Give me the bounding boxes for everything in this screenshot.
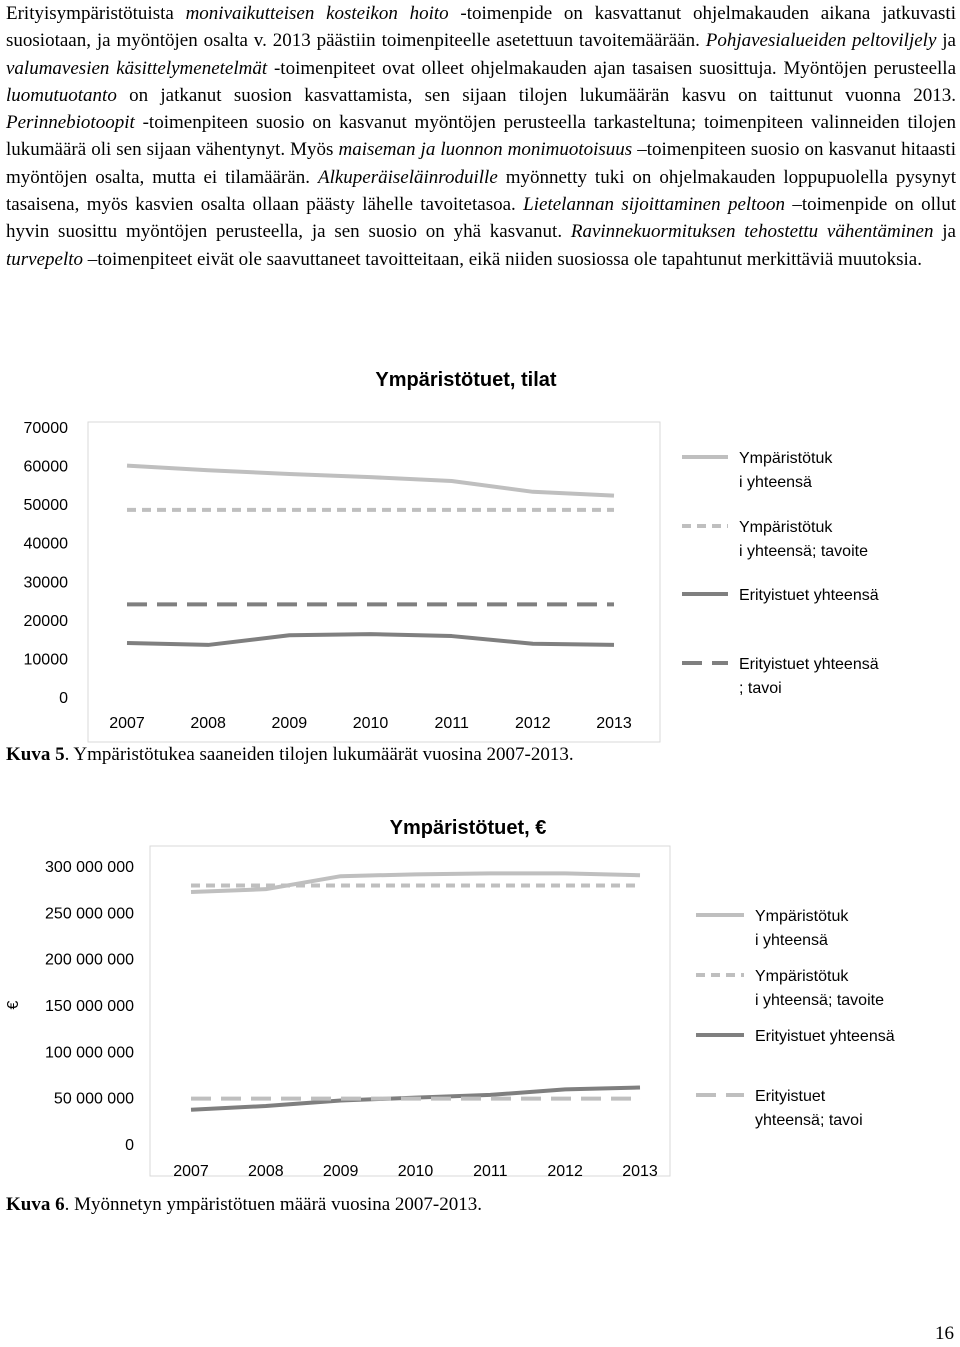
- legend-label: [739, 450, 833, 491]
- emphasized-term: valumavesien käsittelymenetelmät: [6, 57, 268, 79]
- y-tick-label: 70000: [23, 420, 68, 437]
- page-number: 16: [935, 1323, 954, 1344]
- legend-label-line: Erityistuet yhteensä: [755, 1028, 895, 1045]
- caption-label: Kuva 5: [6, 744, 65, 765]
- x-tick-label: 2011: [473, 1163, 508, 1180]
- y-tick-label: 250 000 000: [45, 905, 134, 923]
- legend-label-line: Erityistuet yhteensä: [739, 587, 879, 604]
- caption-text: . Ympäristötukea saaneiden tilojen lukumäärät vuosina 2007-2013.: [64, 744, 574, 765]
- chart-title: Ympäristötuet, €: [389, 817, 547, 839]
- figure-caption-5: [6, 744, 574, 766]
- caption-label: Kuva 6: [6, 1194, 65, 1215]
- emphasized-term: Lietelannan sijoittaminen peltoon: [523, 194, 785, 216]
- emphasized-term: turvepelto: [6, 248, 84, 270]
- text-run: ja: [936, 30, 956, 52]
- y-tick-label: 0: [59, 690, 68, 707]
- emphasized-term: Ravinnekuormituksen tehostettu vähentäminen: [570, 221, 934, 243]
- legend-label: [755, 1088, 863, 1129]
- legend-label: [739, 519, 868, 560]
- x-tick-label: 2007: [109, 715, 145, 732]
- text-run: on jatkanut suosion kasvattamista, sen sijaan tilojen lukumäärän kasvu on taittunut vuonna 2013.: [116, 84, 956, 106]
- y-tick-label: 60000: [23, 458, 68, 476]
- emphasized-term: monivaikutteisen kosteikon hoito: [185, 3, 449, 24]
- y-tick-label: 0: [125, 1137, 134, 1154]
- legend-label-line: i yhteensä: [739, 474, 812, 491]
- chart-ymparistotuet-euro: [0, 810, 960, 1190]
- x-tick-label: 2009: [271, 715, 308, 732]
- y-tick-label: 50 000 000: [53, 1090, 134, 1108]
- text-run: -toimenpiteen suosio on kasvanut myöntöjen perusteella tarkasteltuna; toimenpiteen valinneiden tilojen lukumäärä oli sen sijaan vähentynyt. Myös: [6, 112, 956, 161]
- series-line-1: [127, 466, 614, 496]
- y-axis-label: €: [5, 1000, 22, 1010]
- x-tick-label: 2007: [173, 1163, 209, 1180]
- x-tick-label: 2011: [434, 715, 469, 732]
- text-run: –toimenpiteen suosio on kasvanut hitaasti myöntöjen osalta, mutta ei tilamäärän.: [6, 139, 956, 188]
- caption-text: . Myönnetyn ympäristötuen määrä vuosina 2007-2013.: [64, 1194, 483, 1215]
- legend-label-line: Ympäristötuk: [755, 968, 849, 985]
- y-tick-label: 40000: [23, 535, 68, 553]
- legend-label-line: Ympäristötuk: [739, 519, 833, 536]
- chart-ymparistotuet-tilat: [0, 360, 960, 740]
- emphasized-term: luomutuotanto: [6, 84, 117, 106]
- x-tick-label: 2013: [596, 715, 632, 732]
- y-tick-label: 10000: [23, 651, 68, 669]
- text-run: –toimenpide on ollut hyvin suosittu myöntöjen perusteella, ja sen suosio on yhä kasvanut.: [6, 194, 956, 243]
- plot-area: [150, 846, 670, 1176]
- x-tick-label: 2010: [352, 715, 389, 732]
- y-tick-label: 50000: [23, 497, 68, 515]
- legend-label-line: Erityistuet yhteensä: [739, 656, 879, 673]
- x-tick-label: 2013: [622, 1163, 658, 1180]
- emphasized-term: Pohjavesialueiden peltoviljely: [705, 30, 937, 52]
- x-tick-label: 2012: [515, 715, 551, 732]
- text-run: ja: [933, 221, 956, 243]
- legend-label-line: yhteensä; tavoi: [755, 1112, 863, 1129]
- y-tick-label: 30000: [23, 574, 68, 592]
- text-run: –toimenpiteet eivät ole saavuttaneet tavoitteitaan, eikä niiden suosiossa ole tapahtunut merkittäviä muutoksia.: [83, 248, 922, 270]
- y-tick-label: 300 000 000: [45, 859, 134, 876]
- legend-label: [755, 908, 849, 949]
- legend-label: [755, 1028, 895, 1045]
- x-tick-label: 2008: [248, 1163, 284, 1180]
- legend-label: [739, 656, 879, 697]
- y-tick-label: 200 000 000: [45, 951, 134, 969]
- series-line-3: [127, 634, 614, 645]
- y-tick-label: 150 000 000: [45, 998, 134, 1015]
- legend-label-line: Erityistuet: [755, 1088, 826, 1105]
- emphasized-term: Alkuperäiseläinroduille: [317, 166, 498, 188]
- series-line-1: [191, 873, 640, 892]
- figure-caption-6: [6, 1194, 482, 1216]
- body-paragraph: [6, 0, 956, 273]
- chart-title: Ympäristötuet, tilat: [375, 369, 557, 391]
- text-run: -toimenpide on kasvattanut ohjelmakauden aikana jatkuvasti suosiotaan, ja myöntöjen osalta v. 2013 päästiin toimenpiteelle asetettuun tavoitemäärään.: [6, 3, 956, 52]
- y-tick-label: 20000: [23, 612, 68, 630]
- y-tick-label: 100 000 000: [45, 1044, 134, 1062]
- legend-label-line: i yhteensä: [755, 932, 828, 949]
- text-run: Erityisympäristötuista: [6, 3, 186, 24]
- legend-label-line: Ympäristötuk: [755, 908, 849, 925]
- x-tick-label: 2008: [190, 715, 226, 732]
- text-run: -toimenpiteet ovat olleet ohjelmakauden ajan tasaisen suosittuja. Myöntöjen perusteella: [267, 57, 956, 79]
- text-run: myönnetty tuki on ohjelmakauden loppupuolella pysynyt tasaisena, myös kasvien osalta ollaan päästy lähelle tavoitetasoa.: [6, 166, 956, 216]
- legend-label: [755, 968, 884, 1009]
- emphasized-term: Perinnebiotoopit: [6, 112, 135, 134]
- x-tick-label: 2012: [547, 1163, 583, 1180]
- legend-label-line: i yhteensä; tavoite: [739, 543, 868, 560]
- legend-label-line: Ympäristötuk: [739, 450, 833, 467]
- legend-label: [739, 587, 879, 604]
- legend-label-line: ; tavoi: [739, 680, 782, 697]
- x-tick-label: 2010: [397, 1163, 434, 1180]
- emphasized-term: maiseman ja luonnon monimuotoisuus: [338, 139, 633, 161]
- legend-label-line: i yhteensä; tavoite: [755, 992, 884, 1009]
- x-tick-label: 2009: [322, 1163, 359, 1180]
